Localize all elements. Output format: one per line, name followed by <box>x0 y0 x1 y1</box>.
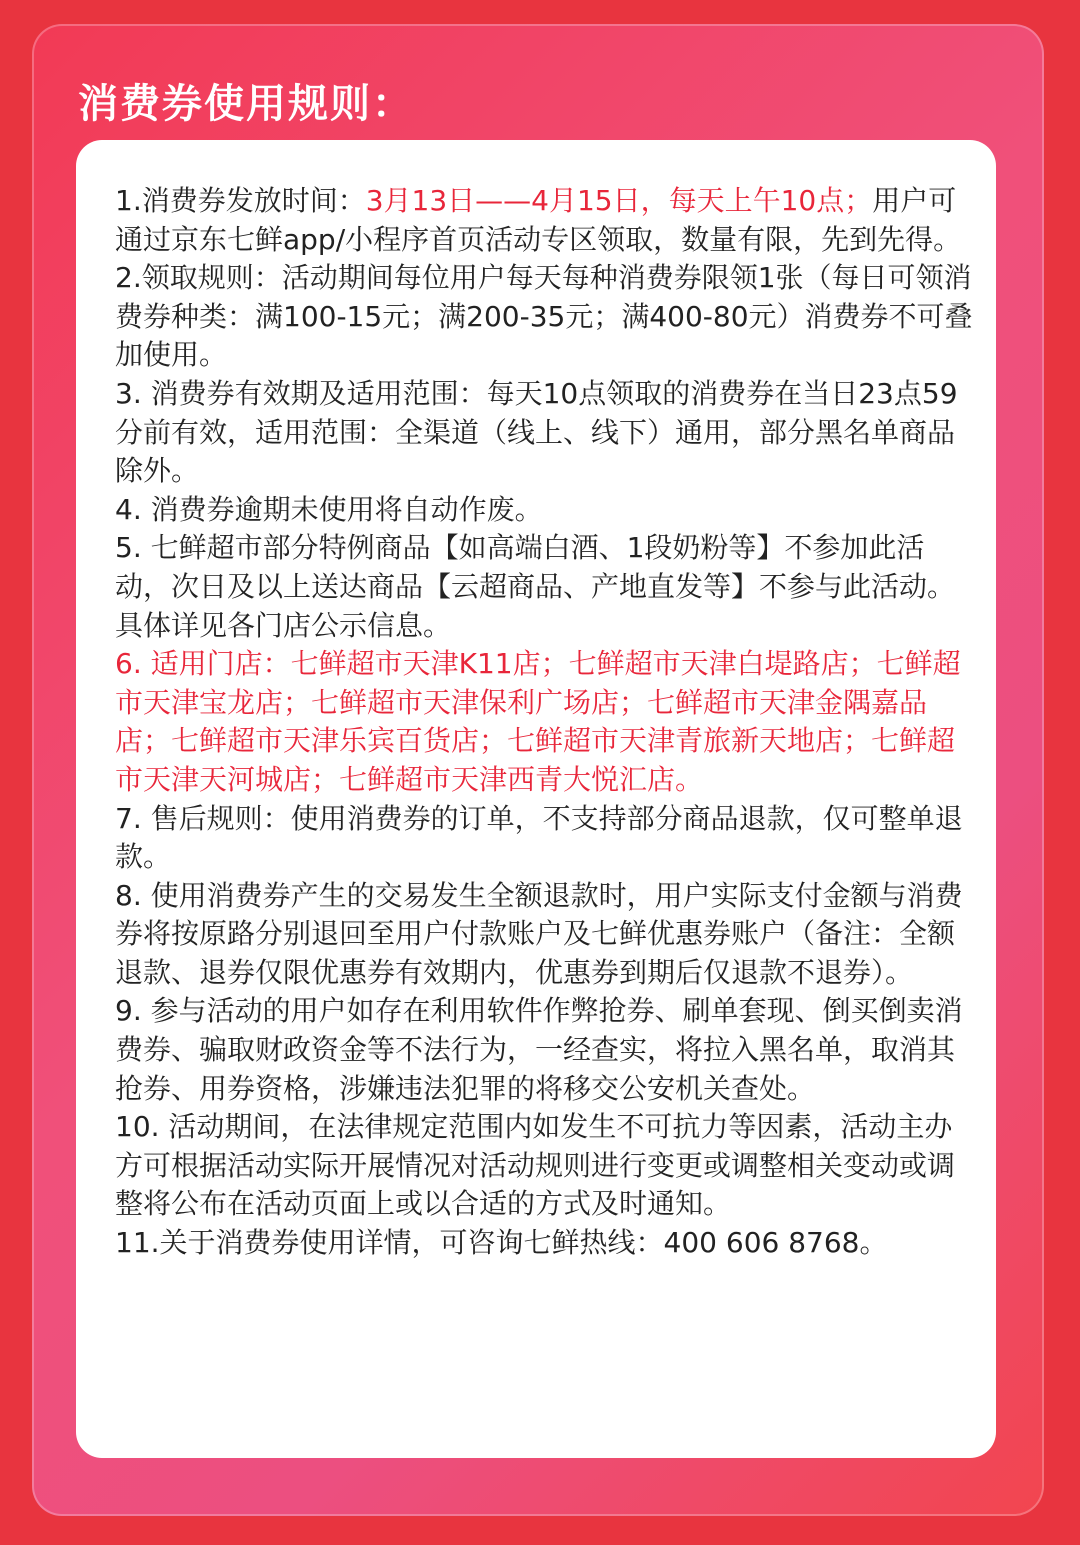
rule-8: 8. 使用消费券产生的交易发生全额退款时，用户实际支付金额与消费券将按原路分别退回至用户付款账户及七鲜优惠券账户（备注：全额退款、退券仅限优惠券有效期内，优惠券到期后仅退款不退券）。 <box>115 878 963 989</box>
rules-list <box>115 182 975 1263</box>
rule-3: 3. 消费券有效期及适用范围：每天10点领取的消费券在当日23点59分前有效，适用范围：全渠道（线上、线下）通用，部分黑名单商品除外。 <box>115 376 958 488</box>
rule-5: 5. 七鲜超市部分特例商品【如高端白酒、1段奶粉等】不参加此活动，次日及以上送达商品【云超商品、产地直发等】不参与此活动。具体详见各门店公示信息。 <box>115 531 956 642</box>
rule-4: 4. 消费券逾期未使用将自动作废。 <box>115 492 543 526</box>
page-title: 消费券使用规则： <box>78 81 414 127</box>
rule-1-label: 1.消费券发放时间： <box>115 184 366 217</box>
rule-2: 2.领取规则：活动期间每位用户每天每种消费券限领1张（每日可领消费券种类：满100-15元；满200-35元；满400-80元）消费券不可叠加使用。 <box>115 261 973 372</box>
rule-1-time: 3月13日——4月15日，每天上午10点； <box>365 184 873 217</box>
rule-7: 7. 售后规则：使用消费券的订单，不支持部分商品退款，仅可整单退款。 <box>115 801 963 874</box>
rule-9: 9. 参与活动的用户如存在利用软件作弊抢券、刷单套现、倒买倒卖消费券、骗取财政资金等不法行为，一经查实，将拉入黑名单，取消其抢券、用券资格，涉嫌违法犯罪的将移交公安机关查处。 <box>115 994 963 1105</box>
rule-10: 10. 活动期间，在法律规定范围内如发生不可抗力等因素，活动主办方可根据活动实际开展情况对活动规则进行变更或调整相关变动或调整将公布在活动页面上或以合适的方式及时通知。 <box>115 1110 956 1221</box>
rule-1-detail: 用户可通过京东七鲜app/小程序首页活动专区领取，数量有限，先到先得。 <box>115 184 962 256</box>
rule-1 <box>115 182 975 259</box>
rule-6-stores: 6. 适用门店：七鲜超市天津K11店；七鲜超市天津白堤路店；七鲜超市天津宝龙店；七鲜超市天津保利广场店；七鲜超市天津金隅嘉品店；七鲜超市天津乐宾百货店；七鲜超市天津青旅新天地店；七鲜超市天津天河城店；七鲜超市天津西青大悦汇店。 <box>115 647 961 796</box>
rule-11-hotline: 11.关于消费券使用详情，可咨询七鲜热线：400 606 8768。 <box>115 1226 888 1260</box>
